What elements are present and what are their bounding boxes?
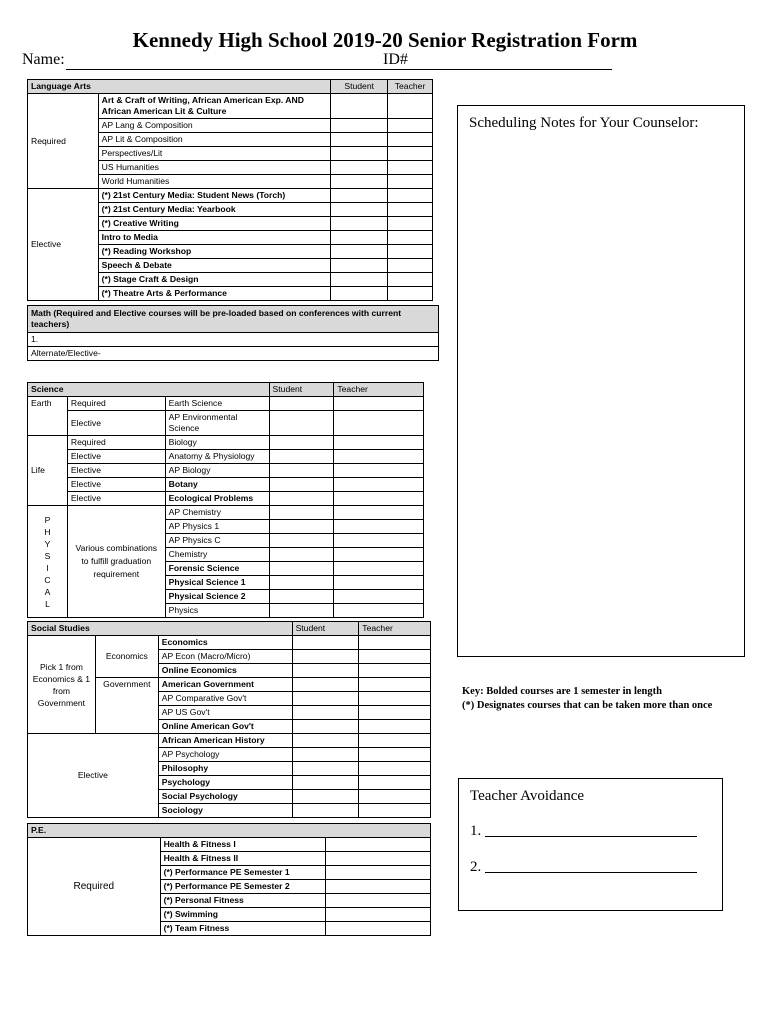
student-cell[interactable] [292,706,359,720]
student-cell[interactable] [326,866,431,880]
teacher-cell[interactable] [388,259,433,273]
course: Philosophy [158,762,292,776]
letter: H [44,526,51,537]
teacher-cell[interactable] [359,706,431,720]
student-cell[interactable] [331,189,388,203]
teacher-cell[interactable] [334,411,424,436]
scheduling-notes-box[interactable] [457,105,745,657]
la-required-label: Required [28,94,99,189]
math-row-1[interactable]: 1. [28,333,439,347]
teacher-cell[interactable] [334,534,424,548]
student-cell[interactable] [292,636,359,650]
student-cell[interactable] [292,664,359,678]
course: (*) Performance PE Semester 1 [160,866,326,880]
science-heading: Science [28,383,270,397]
name-id-line[interactable] [66,69,612,70]
la-elective-label: Elective [28,189,99,301]
teacher-cell[interactable] [388,189,433,203]
teacher-cell[interactable] [388,217,433,231]
teacher-cell[interactable] [334,576,424,590]
course: Art & Craft of Writing, African American Exp. AND [101,95,304,105]
course: US Humanities [98,161,331,175]
teacher-cell[interactable] [359,636,431,650]
letter: Y [44,538,51,549]
course: Chemistry [165,548,269,562]
key-line-2: (*) Designates courses that can be taken more than once [462,700,713,711]
course: Physical Science 1 [165,576,269,590]
name-label: Name: [22,51,65,68]
teacher-cell[interactable] [359,664,431,678]
teacher-cell[interactable] [334,464,424,478]
physical-note: Various combinations to fulfill graduation requirement [67,506,165,618]
course: Botany [165,478,269,492]
course: AP Psychology [158,748,292,762]
course: (*) Reading Workshop [98,245,331,259]
student-cell[interactable] [269,450,334,464]
course: Sociology [158,804,292,818]
avoidance-item-1-line[interactable] [485,836,697,837]
teacher-col-header: Teacher [334,383,424,397]
student-cell[interactable] [269,548,334,562]
earth-label: Earth [28,397,68,436]
student-cell[interactable] [326,908,431,922]
avoidance-item-2-label: 2. [470,859,482,875]
course: American Government [158,678,292,692]
course: Health & Fitness I [160,838,326,852]
course: AP Chemistry [165,506,269,520]
student-cell[interactable] [292,678,359,692]
course: Biology [165,436,269,450]
government-label: Government [95,678,158,734]
teacher-cell[interactable] [388,175,433,189]
student-cell[interactable] [331,133,388,147]
math-heading: Math (Required and Elective courses will be pre-loaded based on conferences with current teachers) [28,306,439,333]
student-cell[interactable] [331,175,388,189]
letter: I [46,562,49,573]
pick-note: Pick 1 from Economics & 1 from Government [28,636,96,734]
course: AP Environmental Science [165,411,269,436]
student-cell[interactable] [292,734,359,748]
teacher-cell[interactable] [359,678,431,692]
student-cell[interactable] [331,161,388,175]
course: AP Physics 1 [165,520,269,534]
teacher-cell[interactable] [334,520,424,534]
student-col-header: Student [292,622,359,636]
course: Forensic Science [165,562,269,576]
teacher-cell[interactable] [359,650,431,664]
pe-required-label: Required [28,838,161,936]
course: African American History [158,734,292,748]
life-label: Life [28,436,68,506]
course: Economics [158,636,292,650]
student-cell[interactable] [331,119,388,133]
teacher-cell[interactable] [359,790,431,804]
student-cell[interactable] [326,852,431,866]
ss-elective-label: Elective [28,734,159,818]
student-cell[interactable] [331,94,388,119]
pe-table [27,823,431,936]
student-col-header: Student [331,80,388,94]
student-cell[interactable] [292,790,359,804]
course: (*) Theatre Arts & Performance [98,287,331,301]
student-cell[interactable] [269,534,334,548]
pe-heading: P.E. [28,824,431,838]
student-cell[interactable] [269,604,334,618]
course: African American Lit & Culture [101,106,227,116]
letter: P [44,514,51,525]
teacher-avoidance-title: Teacher Avoidance [470,788,585,804]
course: Online Economics [158,664,292,678]
teacher-cell[interactable] [388,161,433,175]
student-cell[interactable] [326,894,431,908]
economics-label: Economics [95,636,158,678]
course: AP Lit & Composition [98,133,331,147]
course: Anatomy & Physiology [165,450,269,464]
student-cell[interactable] [331,203,388,217]
student-cell[interactable] [331,217,388,231]
course: Ecological Problems [165,492,269,506]
avoidance-item-2-line[interactable] [485,872,697,873]
teacher-cell[interactable] [359,762,431,776]
student-cell[interactable] [269,590,334,604]
teacher-cell[interactable] [334,436,424,450]
student-cell[interactable] [326,880,431,894]
student-cell[interactable] [292,650,359,664]
course: (*) Team Fitness [160,922,326,936]
type-cell: Elective [67,464,165,478]
course: Social Psychology [158,790,292,804]
teacher-cell[interactable] [388,119,433,133]
student-cell[interactable] [292,720,359,734]
student-cell[interactable] [331,287,388,301]
student-cell[interactable] [269,464,334,478]
student-cell[interactable] [292,692,359,706]
course: Online American Gov't [158,720,292,734]
course: Perspectives/Lit [98,147,331,161]
teacher-cell[interactable] [359,748,431,762]
student-cell[interactable] [269,411,334,436]
student-cell[interactable] [331,259,388,273]
type-cell: Required [67,436,165,450]
student-cell[interactable] [269,492,334,506]
teacher-cell[interactable] [359,776,431,790]
course: Intro to Media [98,231,331,245]
course: (*) Creative Writing [98,217,331,231]
teacher-cell[interactable] [334,492,424,506]
physical-label [28,506,68,618]
type-cell: Elective [67,411,165,436]
course: Speech & Debate [98,259,331,273]
course: AP US Gov't [158,706,292,720]
teacher-cell[interactable] [334,478,424,492]
teacher-avoidance-box [458,778,723,911]
teacher-col-header: Teacher [359,622,431,636]
student-cell[interactable] [292,762,359,776]
science-table [27,382,424,618]
avoidance-item-1-label: 1. [470,823,482,839]
teacher-cell[interactable] [359,804,431,818]
student-cell[interactable] [269,506,334,520]
student-cell[interactable] [269,520,334,534]
teacher-col-header: Teacher [388,80,433,94]
student-cell[interactable] [292,804,359,818]
student-cell[interactable] [292,776,359,790]
type-cell: Elective [67,478,165,492]
student-cell[interactable] [331,231,388,245]
course: Physical Science 2 [165,590,269,604]
social-studies-table [27,621,431,818]
type-cell: Elective [67,450,165,464]
math-table [27,305,439,361]
course: AP Physics C [165,534,269,548]
teacher-cell[interactable] [388,287,433,301]
teacher-cell[interactable] [388,94,433,119]
course: (*) 21st Century Media: Yearbook [98,203,331,217]
id-label: ID# [383,51,408,68]
teacher-cell[interactable] [359,692,431,706]
course: Psychology [158,776,292,790]
course: (*) Performance PE Semester 2 [160,880,326,894]
student-cell[interactable] [331,147,388,161]
teacher-cell[interactable] [359,734,431,748]
page-title: Kennedy High School 2019-20 Senior Registration Form [132,28,638,52]
math-row-alternate[interactable]: Alternate/Elective- [28,347,439,361]
letter: S [44,550,51,561]
course: (*) Swimming [160,908,326,922]
teacher-cell[interactable] [334,590,424,604]
student-cell[interactable] [269,397,334,411]
student-cell[interactable] [326,838,431,852]
teacher-cell[interactable] [334,562,424,576]
teacher-cell[interactable] [334,548,424,562]
teacher-cell[interactable] [334,450,424,464]
student-cell[interactable] [292,748,359,762]
student-cell[interactable] [269,562,334,576]
language-arts-table [27,79,433,301]
letter: C [44,574,51,585]
teacher-cell[interactable] [388,147,433,161]
student-cell[interactable] [331,273,388,287]
key-legend [462,685,712,713]
language-arts-heading: Language Arts [28,80,331,94]
letter: L [45,598,50,609]
course: (*) 21st Century Media: Student News (Torch) [98,189,331,203]
student-cell[interactable] [326,922,431,936]
course: Physics [165,604,269,618]
teacher-cell[interactable] [388,231,433,245]
student-cell[interactable] [331,245,388,259]
course: AP Econ (Macro/Micro) [158,650,292,664]
teacher-cell[interactable] [388,245,433,259]
course: (*) Personal Fitness [160,894,326,908]
student-col-header: Student [269,383,334,397]
key-line-1: Key: Bolded courses are 1 semester in length [462,686,662,697]
teacher-cell[interactable] [388,273,433,287]
teacher-cell[interactable] [334,604,424,618]
course: Earth Science [165,397,269,411]
scheduling-notes-title: Scheduling Notes for Your Counselor: [469,115,699,131]
student-cell[interactable] [269,576,334,590]
teacher-cell[interactable] [334,506,424,520]
type-cell: Required [67,397,165,411]
teacher-cell[interactable] [359,720,431,734]
course: AP Comparative Gov't [158,692,292,706]
letter: A [44,586,51,597]
student-cell[interactable] [269,436,334,450]
course: AP Lang & Composition [98,119,331,133]
course: Health & Fitness II [160,852,326,866]
student-cell[interactable] [269,478,334,492]
type-cell: Elective [67,492,165,506]
course: World Humanities [98,175,331,189]
teacher-cell[interactable] [388,203,433,217]
social-studies-heading: Social Studies [28,622,293,636]
teacher-cell[interactable] [334,397,424,411]
course: (*) Stage Craft & Design [98,273,331,287]
course: AP Biology [165,464,269,478]
teacher-cell[interactable] [388,133,433,147]
